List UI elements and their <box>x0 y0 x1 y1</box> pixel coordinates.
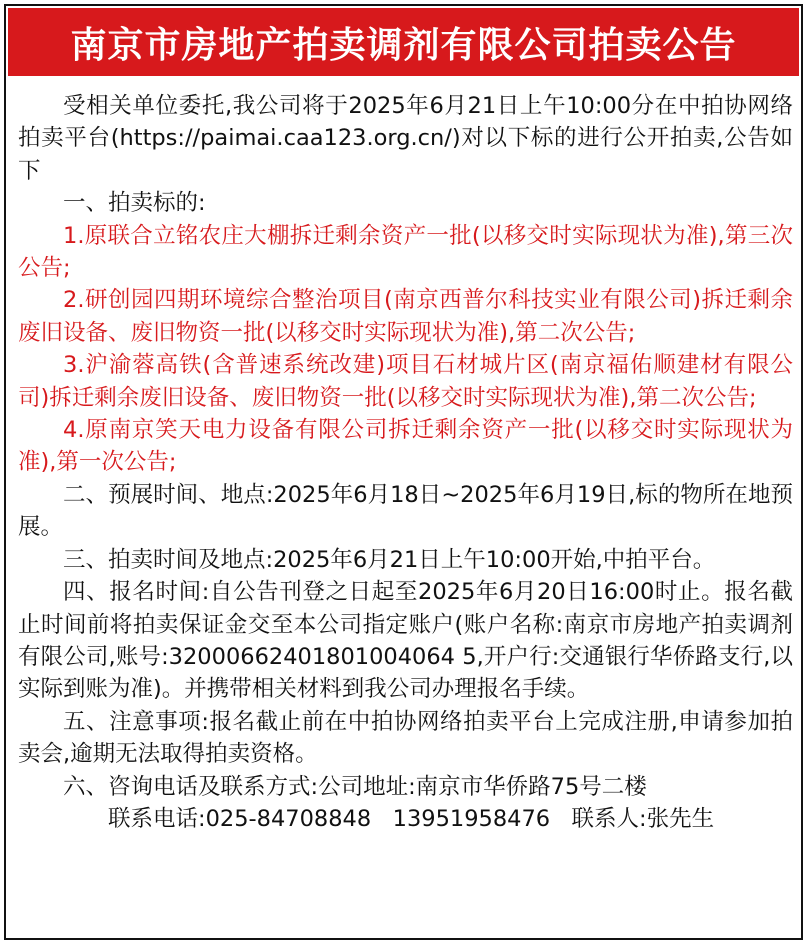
auction-item-4: 4.原南京笑天电力设备有限公司拆迁剩余资产一批(以移交时实际现状为准),第一次公告; <box>18 417 793 476</box>
section-1-heading: 一、拍卖标的: <box>63 190 206 217</box>
auction-item-3: 3.沪渝蓉高铁(含普速系统改建)项目石材城片区(南京福佑顺建材有限公司)拆迁剩余废旧设备、废旧物资一批(以移交时实际现状为准),第二次公告; <box>18 352 793 411</box>
section-6-contact-address: 六、咨询电话及联系方式:公司地址:南京市华侨路75号二楼 <box>63 773 647 800</box>
section-2-preview: 二、预展时间、地点:2025年6月18日~2025年6月19日,标的物所在地预展。 <box>18 481 793 541</box>
title-bar <box>8 8 799 76</box>
announcement-title: 南京市房地产拍卖调剂有限公司拍卖公告 <box>70 23 737 66</box>
section-4-registration: 四、报名时间:自公告刊登之日起至2025年6月20日16:00时止。报名截止时间前将拍卖保证金交至本公司指定账户(账户名称:南京市房地产拍卖调剂有限公司,账号:32000662401801004064 5,开户行:交通银行华侨路支行,以实际到账为准)。并携带相关材料到我公司办理报名手续。 <box>18 579 793 703</box>
announcement-frame <box>4 4 803 940</box>
section-5-notes: 五、注意事项:报名截止前在中拍协网络拍卖平台上完成注册,申请参加拍卖会,逾期无法取得拍卖资格。 <box>18 708 793 768</box>
auction-item-2: 2.研创园四期环境综合整治项目(南京西普尔科技实业有限公司)拆迁剩余废旧设备、废旧物资一批(以移交时实际现状为准),第二次公告; <box>18 287 793 346</box>
auction-item-1: 1.原联合立铭农庄大棚拆迁剩余资产一批(以移交时实际现状为准),第三次公告; <box>18 222 793 282</box>
announcement-body <box>18 90 793 835</box>
section-3-auction-time: 三、拍卖时间及地点:2025年6月21日上午10:00开始,中拍平台。 <box>63 546 716 573</box>
intro-paragraph: 受相关单位委托,我公司将于2025年6月21日上午10:00分在中拍协网络拍卖平台(https://paimai.caa123.org.cn/)对以下标的进行公开拍卖,公告如下 <box>18 93 793 184</box>
section-6-contact-phone: 联系电话:025-84708848 13951958476 联系人:张先生 <box>108 805 715 832</box>
